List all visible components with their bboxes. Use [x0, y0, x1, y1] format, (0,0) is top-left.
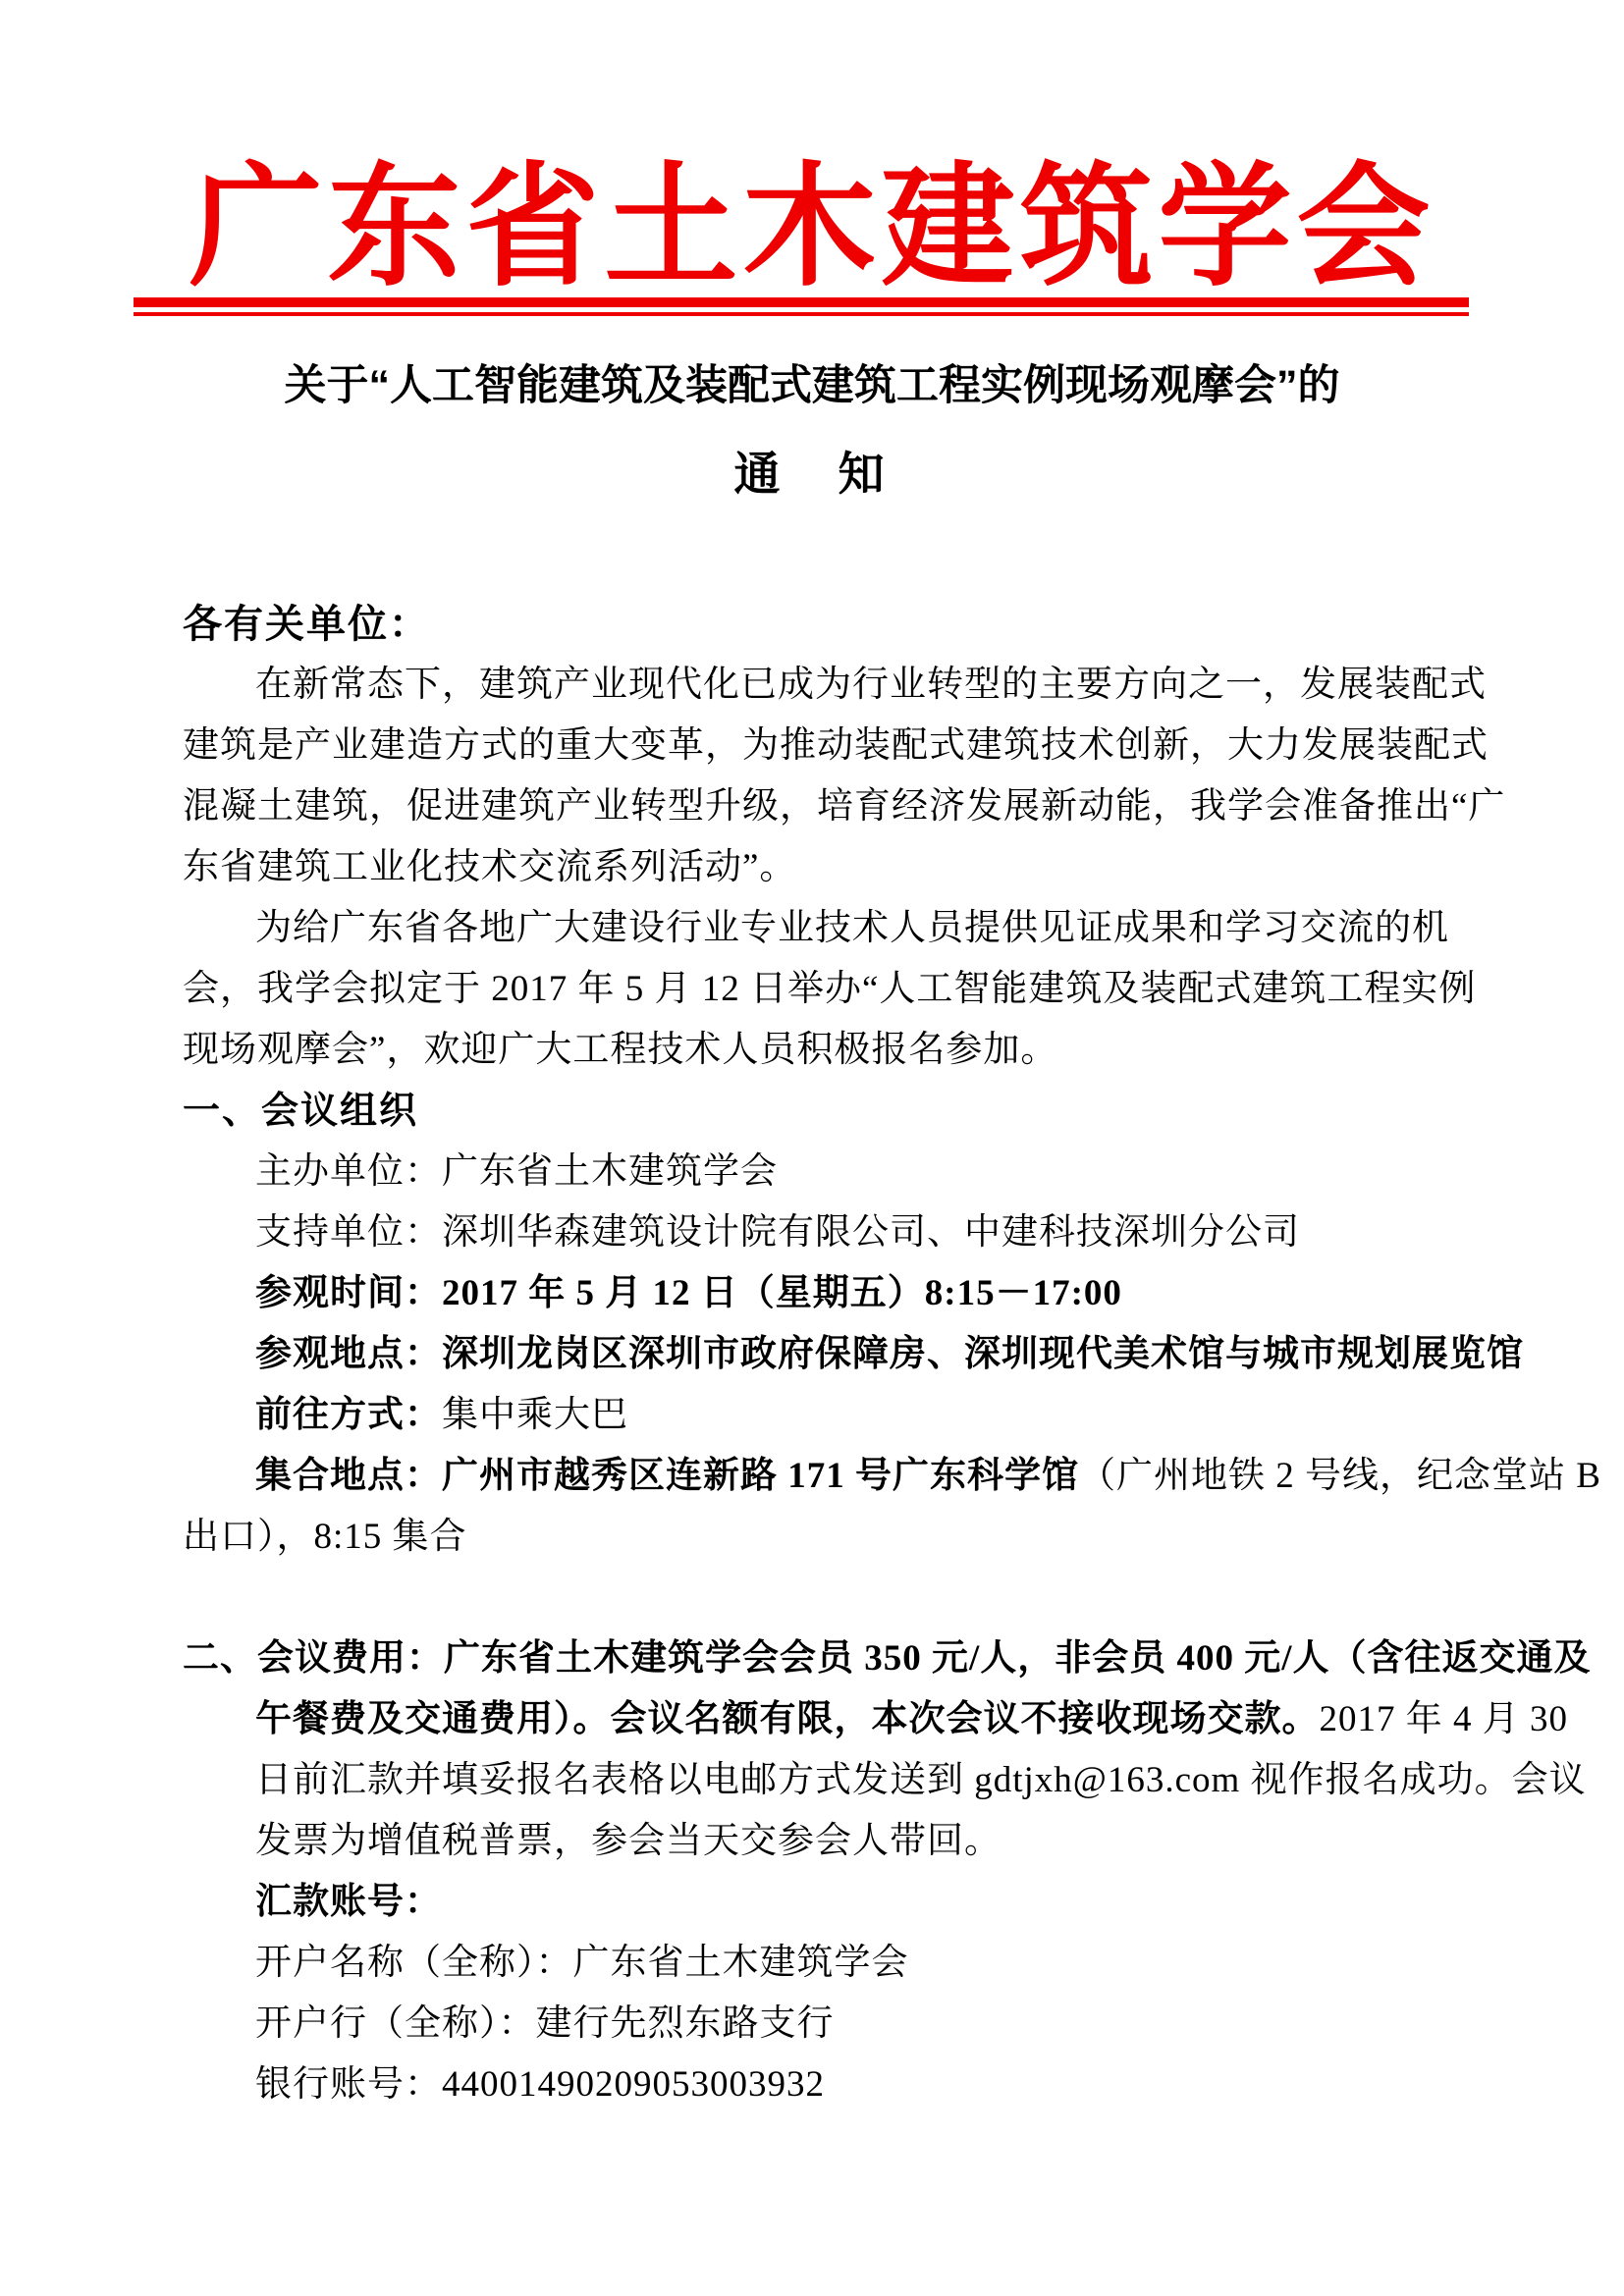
body-line: [183, 1385, 1443, 1446]
body-line: [183, 1020, 1443, 1081]
body-text-segment: 主办单位：广东省土木建筑学会: [255, 1151, 778, 1192]
body-text-segment: 各有关单位：: [183, 603, 430, 646]
body-line: [183, 776, 1506, 837]
body-line: [183, 1446, 1601, 1507]
body-text-segment: 日前汇款并填妥报名表格以电邮方式发送到 gdtjxh@163.com 视作报名成功。会议: [255, 1760, 1587, 1800]
body-text-segment: 会，我学会拟定于 2017 年 5 月 12 日举办“人工智能建筑及装配式建筑工程实例: [183, 969, 1477, 1009]
notice-subtitle: 关于“人工智能建筑及装配式建筑工程实例现场观摩会”的: [284, 362, 1340, 409]
body-text-segment: 一、会议组织: [183, 1091, 419, 1132]
body-text-segment: 在新常态下，建筑产业现代化已成为行业转型的主要方向之一，发展装配式: [255, 665, 1487, 705]
body-text-segment: 发票为增值税普票，参会当天交参会人带回。: [255, 1821, 1001, 1861]
body-text: [183, 594, 1601, 2115]
body-text-segment: 午餐费及交通费用）。会议名额有限，本次会议不接收现场交款。: [255, 1699, 1320, 1739]
body-text-segment: 建筑是产业建造方式的重大变革，为推动装配式建筑技术创新，大力发展装配式: [183, 725, 1489, 766]
body-line: [183, 1081, 1443, 1142]
body-text-segment: 现场观摩会”，欢迎广大工程技术人员积极报名参加。: [183, 1030, 1058, 1070]
body-line: [183, 959, 1477, 1020]
header-rule: [134, 297, 1469, 316]
body-line: [183, 1872, 1443, 1933]
body-text-segment: 银行账号：44001490209053003932: [255, 2064, 825, 2105]
body-line: [183, 2055, 1443, 2115]
body-line: [183, 1202, 1443, 1263]
body-text-segment: 前往方式：: [255, 1395, 442, 1435]
body-line: [183, 655, 1487, 716]
body-text-segment: 参观地点：深圳龙岗区深圳市政府保障房、深圳现代美术馆与城市规划展览馆: [255, 1334, 1524, 1374]
body-line: [183, 1994, 1443, 2055]
body-line: [183, 1142, 1443, 1202]
body-text-segment: 开户行（全称）：建行先烈东路支行: [255, 2003, 835, 2044]
body-text-segment: 开户名称（全称）：广东省土木建筑学会: [255, 1943, 909, 1983]
notice-title: 通 知: [733, 448, 891, 500]
body-text-segment: （广州地铁 2 号线，纪念堂站 B: [1079, 1456, 1601, 1496]
body-blank-line: [183, 1568, 1443, 1629]
body-text-segment: 集合地点：广州市越秀区连新路 171 号广东科学馆: [255, 1456, 1079, 1496]
body-text-segment: 集中乘大巴: [442, 1395, 628, 1435]
body-line: [183, 716, 1489, 776]
body-text-segment: 参观时间：2017 年 5 月 12 日（星期五）8:15－17:00: [255, 1273, 1122, 1313]
body-text-segment: 出口），8:15 集合: [183, 1517, 467, 1557]
body-line: [183, 1324, 1524, 1385]
org-title: 广东省土木建筑学会: [189, 155, 1435, 302]
body-text-segment: 2017 年 4 月 30: [1319, 1699, 1568, 1739]
body-text-segment: 东省建筑工业化技术交流系列活动”。: [183, 847, 797, 887]
body-line: [183, 1811, 1443, 1872]
body-text-segment: 汇款账号：: [255, 1882, 442, 1922]
body-line: [183, 898, 1449, 959]
body-line: [183, 837, 1443, 898]
body-line: [183, 1750, 1587, 1811]
body-line: [183, 1689, 1568, 1750]
body-line: [183, 1933, 1443, 1994]
body-text-segment: 混凝土建筑，促进建筑产业转型升级，培育经济发展新动能，我学会准备推出“广: [183, 786, 1506, 827]
body-text-segment: 支持单位：深圳华森建筑设计院有限公司、中建科技深圳分公司: [255, 1212, 1300, 1253]
body-line: [183, 1263, 1443, 1324]
body-line: [183, 594, 1443, 655]
body-line: [183, 1629, 1592, 1689]
body-line: [183, 1507, 1443, 1568]
body-text-segment: 二、会议费用：广东省土木建筑学会会员 350 元/人，非会员 400 元/人（含往返交通及: [183, 1638, 1592, 1679]
body-text-segment: 为给广东省各地广大建设行业专业技术人员提供见证成果和学习交流的机: [255, 908, 1449, 948]
